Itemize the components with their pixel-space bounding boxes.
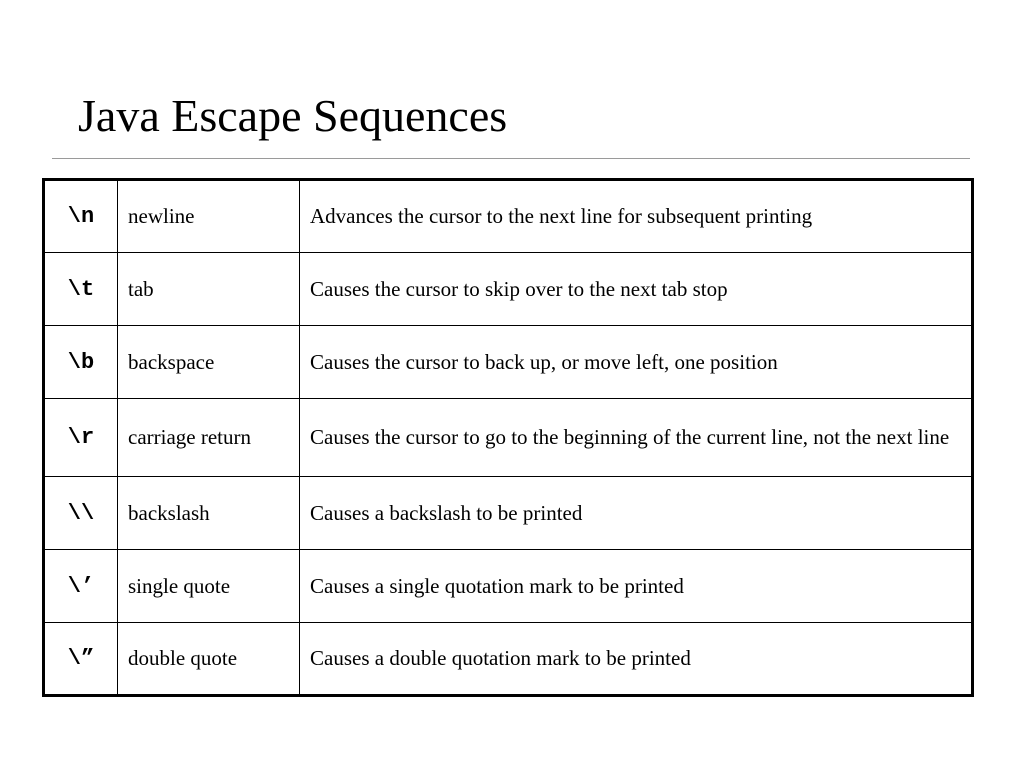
table-row [44, 180, 973, 253]
sequence-description-cell: Causes a backslash to be printed [300, 477, 973, 550]
sequence-description-cell: Advances the cursor to the next line for subsequent printing [300, 180, 973, 253]
escape-sequence-cell: \” [44, 623, 118, 696]
table-row [44, 253, 973, 326]
sequence-name-cell: backslash [118, 477, 300, 550]
sequence-name-cell: double quote [118, 623, 300, 696]
table-row [44, 623, 973, 696]
table-row [44, 399, 973, 477]
sequence-description-cell: Causes the cursor to go to the beginning of the current line, not the next line [300, 399, 973, 477]
escape-sequence-table [42, 178, 974, 697]
sequence-description-cell: Causes the cursor to back up, or move left, one position [300, 326, 973, 399]
sequence-description-cell: Causes a single quotation mark to be printed [300, 550, 973, 623]
table-row [44, 477, 973, 550]
sequence-description-cell: Causes a double quotation mark to be printed [300, 623, 973, 696]
table-row [44, 550, 973, 623]
sequence-name-cell: backspace [118, 326, 300, 399]
table-row [44, 326, 973, 399]
escape-sequence-cell: \\ [44, 477, 118, 550]
sequence-name-cell: tab [118, 253, 300, 326]
escape-sequence-cell: \’ [44, 550, 118, 623]
sequence-name-cell: single quote [118, 550, 300, 623]
sequence-name-cell: newline [118, 180, 300, 253]
title-divider [52, 158, 970, 159]
escape-sequence-cell: \r [44, 399, 118, 477]
escape-sequence-cell: \t [44, 253, 118, 326]
escape-sequence-cell: \b [44, 326, 118, 399]
sequence-description-cell: Causes the cursor to skip over to the next tab stop [300, 253, 973, 326]
page-title: Java Escape Sequences [78, 90, 508, 141]
escape-sequence-cell: \n [44, 180, 118, 253]
sequence-name-cell: carriage return [118, 399, 300, 477]
